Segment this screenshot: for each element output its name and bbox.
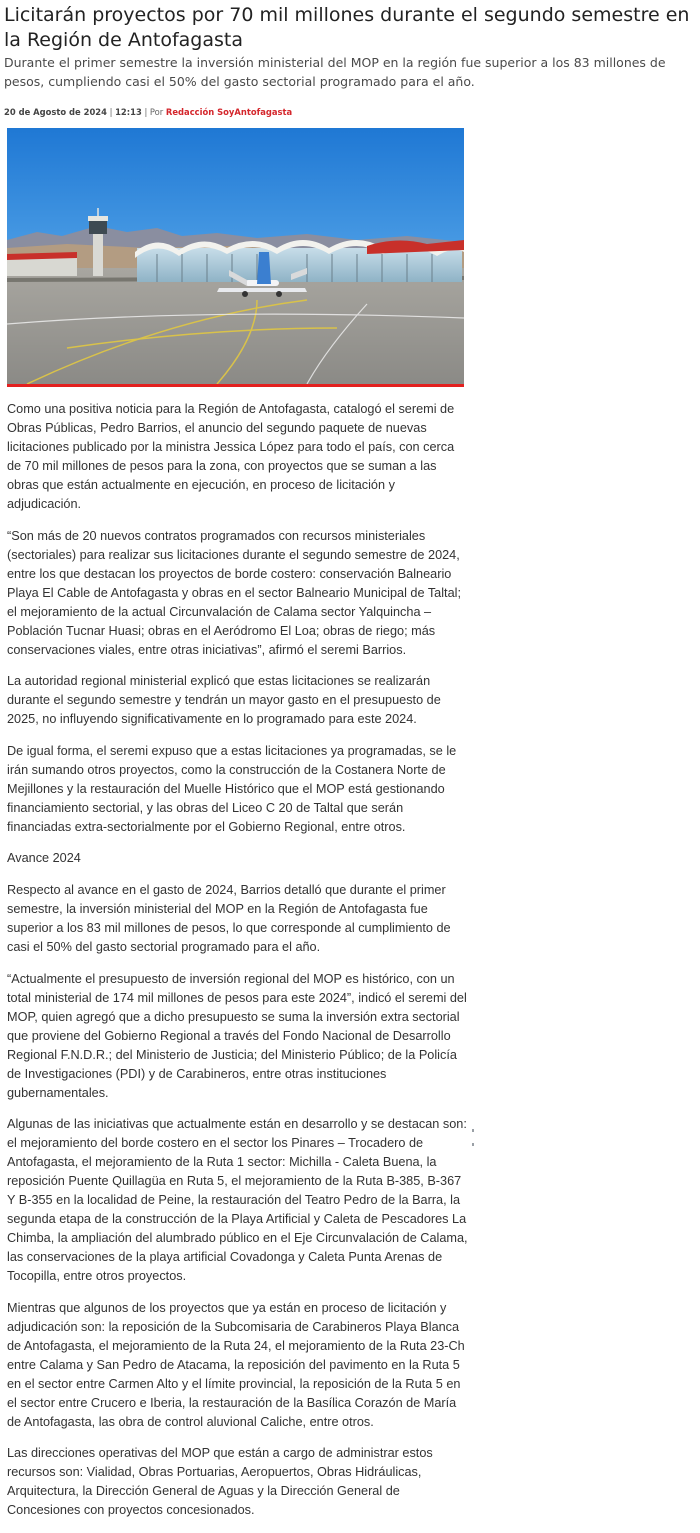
author-link[interactable]: Redacción SoyAntofagasta (165, 107, 293, 117)
article-paragraph: “Son más de 20 nuevos contratos programados con recursos ministeriales (sectoriales) para realizar sus licitaciones durante el segundo semestre de 2024, entre los que destacan los proyectos de borde costero: conservación Balneario Playa El Cable de Antofagasta y obras en el sector Balneario Municipal de Taltal; el mejoramiento de la actual Circunvalación de Calama sector Yalquincha – Población Tucnar Huasi; obras en el Aeródromo El Loa; obras de riego; más conservaciones viales, entre otras iniciativas”, afirmó el seremi Barrios. (7, 528, 461, 657)
stray-pixel-mark (472, 1143, 474, 1146)
article-paragraph: Las direcciones operativas del MOP que están a cargo de administrar estos recursos son: Vialidad, Obras Portuarias, Aeropuertos, Obras Hidráulicas, Arquitectura, la Dirección General de Aguas y la Dirección General de Concesiones con proyectos concesionados. (7, 1446, 433, 1518)
date-separator: | (106, 107, 116, 117)
stray-pixel-mark (472, 1129, 474, 1132)
byline-label: | Por (141, 107, 166, 117)
airport-terminal-photo (7, 128, 464, 387)
publish-time: 12:13 (115, 107, 142, 117)
article-paragraph: Como una positiva noticia para la Región de Antofagasta, catalogó el seremi de Obras Públicas, Pedro Barrios, el anuncio del segundo paquete de nuevas licitaciones publicado por la ministra Jessica López para todo el país, con cerca de 70 mil millones de pesos para la zona, con proyectos que se suman a las obras que están actualmente en ejecución, en proceso de licitación y adjudicación. (7, 402, 455, 511)
article-byline (4, 106, 292, 118)
left-hangar (7, 252, 77, 276)
article-paragraph: Respecto al avance en el gasto de 2024, Barrios detalló que durante el primer semestre, la inversión ministerial del MOP en la Región de Antofagasta fue superior a los 83 mil millones de pesos, lo que corresponde al cumplimiento de casi el 50% del gasto sectorial programado para el año. (7, 882, 451, 954)
article-paragraph: La autoridad regional ministerial explicó que estas licitaciones se realizarán durante el segundo semestre y tendrán un mayor gasto en el presupuesto de 2025, no influyendo significativamente en lo programado para este 2024. (7, 674, 441, 727)
article-body (7, 400, 469, 1533)
article-paragraph: Algunas de las iniciativas que actualmente están en desarrollo y se destacan son: el mejoramiento del borde costero en el sector los Pinares – Trocadero de Antofagasta, el mejoramiento de la Ruta 1 sector: Michilla - Caleta Buena, la reposición Puente Quillagüa en Ruta 5, el mejoramiento de la Ruta B-385, B-367 Y B-355 en la localidad de Peine, la restauración del Teatro Pedro de la Barra, la segunda etapa de la construcción de la Playa Artificial y Caleta de Pescadores La Chimba, la ampliación del alumbrado público en el Eje Circunvalación de Calama, las conservaciones de la playa artificial Covadonga y Caleta Punta Arenas de Tocopilla, entre otros proyectos. (7, 1117, 468, 1284)
article-paragraph: De igual forma, el seremi expuso que a estas licitaciones ya programadas, se le irán sumando otros proyectos, como la construcción de la Costanera Norte de Mejillones y la restauración del Muelle Histórico que el MOP está gestionando financiamiento sectorial, y las obras del Liceo C 20 de Taltal que serán financiadas extra-sectorialmente por el Gobierno Regional, entre otros. (7, 743, 457, 834)
article-paragraph: “Actualmente el presupuesto de inversión regional del MOP es histórico, con un total ministerial de 174 mil millones de pesos para este 2024”, indicó el seremi del MOP, quien agregó que a dicho presupuesto se suma la inversión extra sectorial que proviene del Gobierno Regional a través del Fondo Nacional de Desarrollo Regional F.N.D.R.; del Ministerio de Justicia; del Ministerio Público; de la Policía de Investigaciones (PDI) y de Carabineros, entre otras instituciones gubernamentales. (7, 971, 467, 1100)
publish-date: 20 de Agosto de 2024 (4, 107, 107, 117)
article-headline: Licitarán proyectos por 70 mil millones durante el segundo semestre en la Región de Antofagasta (4, 4, 690, 51)
airport-photo-illustration (7, 128, 464, 384)
article-subtitle: Durante el primer semestre la inversión ministerial del MOP en la región fue superior a los 83 millones de pesos, cumpliendo casi el 50% del gasto sectorial programado para el año. (4, 55, 666, 89)
section-heading: Avance 2024 (7, 851, 81, 866)
article-paragraph: Mientras que algunos de los proyectos que ya están en proceso de licitación y adjudicación son: la reposición de la Subcomisaria de Carabineros Playa Blanca de Antofagasta, el mejoramiento de la Ruta 24, el mejoramiento de la Ruta 23-Ch entre Calama y San Pedro de Atacama, la reposición del pavimento en la Ruta 5 en el sector entre Carmen Alto y el límite provincial, la reposición de la Ruta 5 en el sector entre Crucero e Iberia, la restauración de la Basílica Corazón de María de Antofagasta, las obra de control aluvional Caliche, entre otros. (7, 1300, 465, 1429)
